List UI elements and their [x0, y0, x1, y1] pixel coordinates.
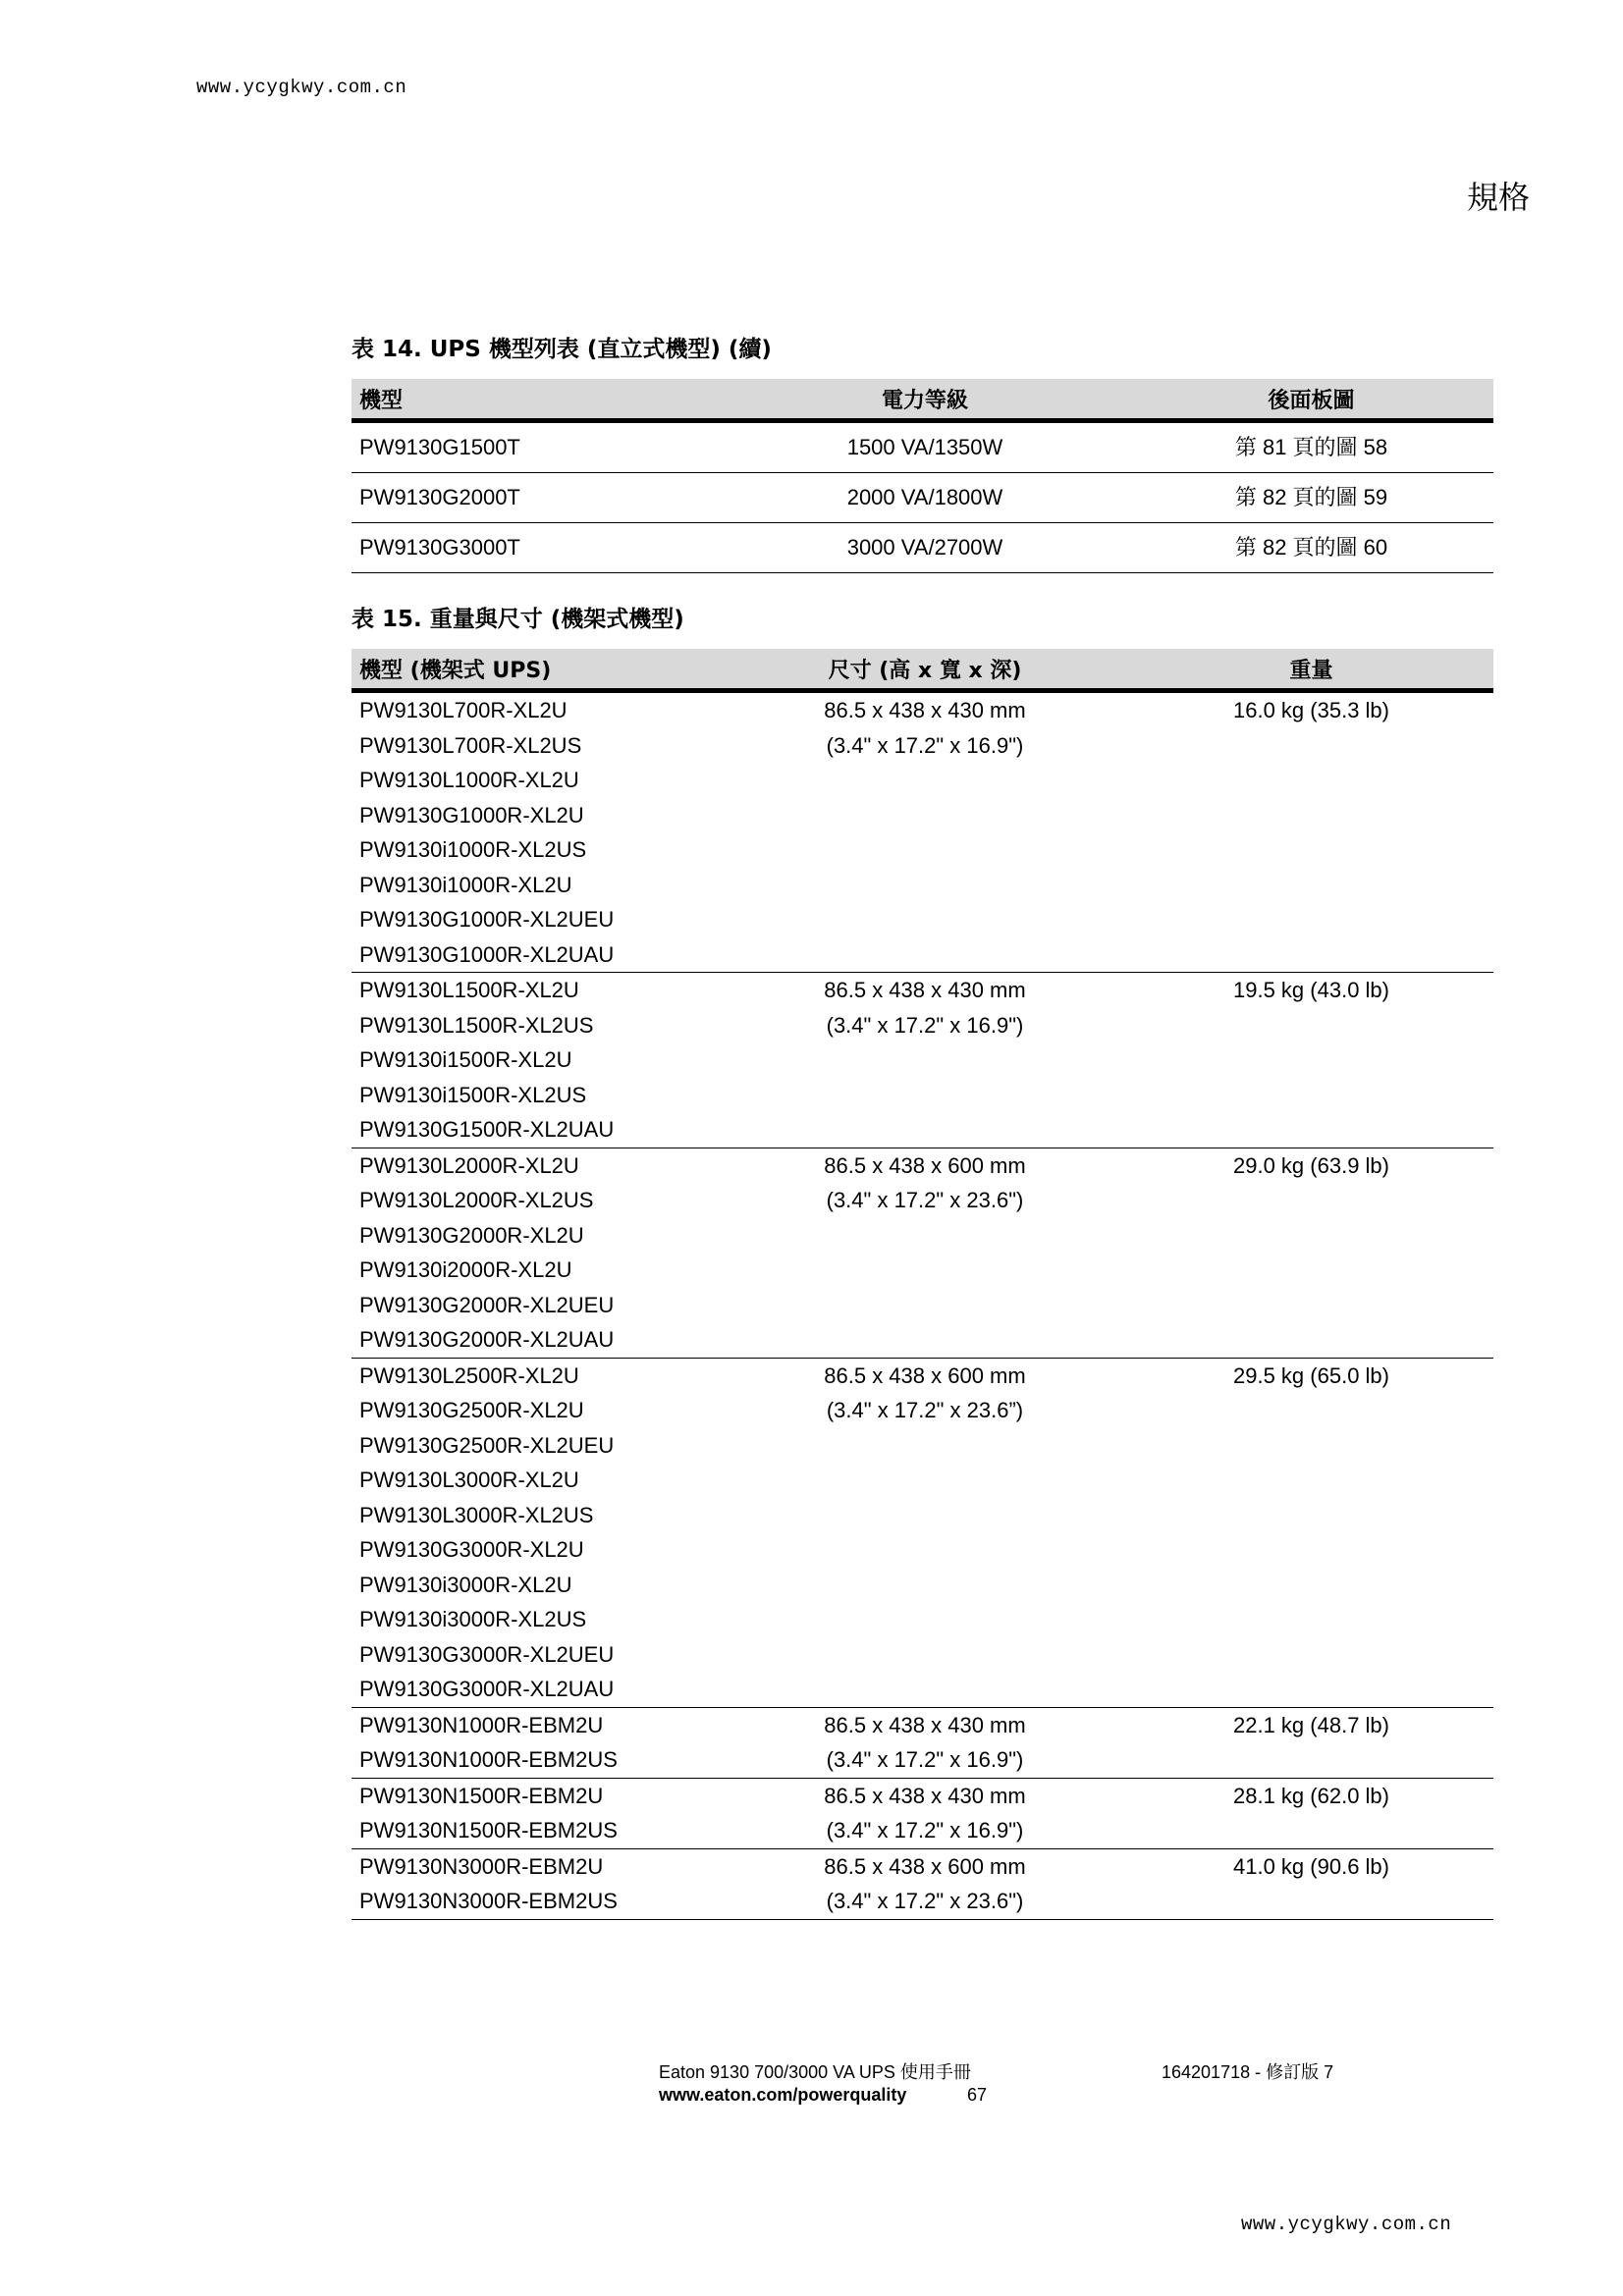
header-weight: 重量	[1129, 649, 1493, 691]
dimensions-cell	[721, 1778, 1129, 1848]
footer-url: www.eaton.com/powerquality	[659, 2085, 907, 2105]
model-name: PW9130G1000R-XL2UEU	[359, 907, 615, 932]
table-14	[352, 379, 1493, 573]
header-power-rating: 電力等級	[721, 379, 1129, 421]
models-cell	[352, 973, 721, 1148]
power-cell: 3000 VA/2700W	[721, 523, 1129, 573]
model-name: PW9130G1000R-XL2UAU	[359, 941, 615, 967]
weight-value: 41.0 kg (90.6 lb)	[1233, 1853, 1389, 1879]
dimension-line: (3.4" x 17.2" x 23.6")	[826, 1188, 1024, 1212]
table-row	[352, 1148, 1493, 1358]
table-row	[352, 1358, 1493, 1707]
model-name: PW9130G2500R-XL2U	[359, 1398, 584, 1422]
model-name: PW9130L1000R-XL2U	[359, 768, 579, 792]
dimension-line: (3.4" x 17.2" x 23.6”)	[826, 1398, 1024, 1422]
figure-ref-cell: 第 82 頁的圖 59	[1129, 473, 1493, 523]
models-cell	[352, 1148, 721, 1358]
model-name: PW9130L1500R-XL2U	[359, 978, 579, 1002]
power-cell: 1500 VA/1350W	[721, 421, 1129, 473]
model-name: PW9130G2000R-XL2UAU	[359, 1327, 615, 1352]
watermark-top: www.ycygkwy.com.cn	[196, 77, 407, 98]
model-name: PW9130G3000R-XL2U	[359, 1537, 584, 1562]
model-name: PW9130L3000R-XL2U	[359, 1468, 579, 1492]
dimension-line: 86.5 x 438 x 430 mm	[824, 698, 1026, 722]
header-dimensions: 尺寸 (高 x 寬 x 深)	[721, 649, 1129, 691]
dimensions-cell	[721, 1848, 1129, 1919]
watermark-bottom: www.ycygkwy.com.cn	[1241, 2214, 1452, 2235]
figure-ref-cell: 第 82 頁的圖 60	[1129, 523, 1493, 573]
dimension-line: 86.5 x 438 x 430 mm	[824, 1783, 1026, 1808]
dimension-line: 86.5 x 438 x 430 mm	[824, 1712, 1026, 1737]
models-cell	[352, 1707, 721, 1778]
table-14-caption: 表 14. UPS 機型列表 (直立式機型) (續)	[352, 337, 772, 362]
footer-manual-title: Eaton 9130 700/3000 VA UPS 使用手冊	[659, 2062, 971, 2082]
header-model: 機型	[352, 379, 721, 421]
dimension-line: (3.4" x 17.2" x 16.9")	[826, 1818, 1024, 1842]
section-title: 規格	[1466, 179, 1530, 216]
power-cell: 2000 VA/1800W	[721, 473, 1129, 523]
weight-cell	[1129, 1707, 1493, 1778]
model-name: PW9130L3000R-XL2US	[359, 1502, 594, 1527]
table-row	[352, 473, 1493, 523]
dimensions-cell	[721, 1358, 1129, 1707]
model-name: PW9130L2000R-XL2US	[359, 1188, 594, 1212]
table-row	[352, 523, 1493, 573]
model-name: PW9130i2000R-XL2U	[359, 1257, 572, 1282]
table-row	[352, 973, 1493, 1148]
weight-cell	[1129, 691, 1493, 973]
model-name: PW9130i3000R-XL2US	[359, 1607, 587, 1631]
model-name: PW9130i3000R-XL2U	[359, 1572, 572, 1597]
model-name: PW9130N1000R-EBM2U	[359, 1712, 604, 1737]
model-cell: PW9130G3000T	[352, 523, 721, 573]
model-name: PW9130L700R-XL2U	[359, 698, 568, 722]
table-row	[352, 1707, 1493, 1778]
model-name: PW9130i1000R-XL2US	[359, 837, 587, 862]
weight-value: 19.5 kg (43.0 lb)	[1233, 978, 1389, 1002]
table-row	[352, 1848, 1493, 1919]
model-name: PW9130N1500R-EBM2U	[359, 1783, 604, 1808]
dimension-line: (3.4" x 17.2" x 16.9")	[826, 1747, 1024, 1772]
weight-cell	[1129, 973, 1493, 1148]
table-header-row	[352, 649, 1493, 691]
models-cell	[352, 1358, 721, 1707]
model-name: PW9130i1500R-XL2US	[359, 1082, 587, 1107]
table-row	[352, 691, 1493, 973]
model-name: PW9130L2000R-XL2U	[359, 1152, 579, 1178]
table-15-caption: 表 15. 重量與尺寸 (機架式機型)	[352, 607, 684, 632]
models-cell	[352, 1848, 721, 1919]
dimensions-cell	[721, 691, 1129, 973]
weight-value: 29.5 kg (65.0 lb)	[1233, 1362, 1389, 1388]
model-name: PW9130G3000R-XL2UAU	[359, 1677, 615, 1701]
dimension-line: 86.5 x 438 x 600 mm	[824, 1152, 1026, 1178]
model-name: PW9130L1500R-XL2US	[359, 1012, 594, 1038]
models-cell	[352, 1778, 721, 1848]
model-name: PW9130G3000R-XL2UEU	[359, 1641, 615, 1667]
model-name: PW9130L700R-XL2US	[359, 732, 582, 758]
header-rack-model: 機型 (機架式 UPS)	[352, 649, 721, 691]
model-name: PW9130N1500R-EBM2US	[359, 1818, 618, 1842]
weight-value: 28.1 kg (62.0 lb)	[1233, 1783, 1389, 1808]
dimension-line: 86.5 x 438 x 600 mm	[824, 1362, 1026, 1388]
dimension-line: 86.5 x 438 x 430 mm	[824, 978, 1026, 1002]
weight-cell	[1129, 1778, 1493, 1848]
dimensions-cell	[721, 1707, 1129, 1778]
figure-ref-cell: 第 81 頁的圖 58	[1129, 421, 1493, 473]
model-name: PW9130G1000R-XL2U	[359, 802, 584, 828]
footer-doc-number: 164201718 - 修訂版 7	[1162, 2062, 1334, 2082]
model-name: PW9130i1000R-XL2U	[359, 872, 572, 897]
table-header-row	[352, 379, 1493, 421]
weight-value: 29.0 kg (63.9 lb)	[1233, 1152, 1389, 1178]
table-15-body	[352, 691, 1493, 1920]
dimensions-cell	[721, 973, 1129, 1148]
weight-cell	[1129, 1358, 1493, 1707]
model-name: PW9130N3000R-EBM2U	[359, 1853, 604, 1879]
table-row	[352, 1778, 1493, 1848]
weight-cell	[1129, 1148, 1493, 1358]
weight-value: 22.1 kg (48.7 lb)	[1233, 1712, 1389, 1737]
dimension-line: (3.4" x 17.2" x 23.6")	[826, 1889, 1024, 1913]
table-15	[352, 649, 1493, 1920]
footer-page-number: 67	[967, 2085, 988, 2105]
model-name: PW9130G2000R-XL2UEU	[359, 1292, 615, 1317]
dimension-line: (3.4" x 17.2" x 16.9")	[826, 732, 1024, 758]
model-name: PW9130G2500R-XL2UEU	[359, 1432, 615, 1458]
dimension-line: 86.5 x 438 x 600 mm	[824, 1853, 1026, 1879]
model-name: PW9130N3000R-EBM2US	[359, 1889, 618, 1913]
dimension-line: (3.4" x 17.2" x 16.9")	[826, 1012, 1024, 1038]
model-name: PW9130G2000R-XL2U	[359, 1222, 584, 1248]
model-cell: PW9130G2000T	[352, 473, 721, 523]
weight-value: 16.0 kg (35.3 lb)	[1233, 698, 1389, 722]
model-name: PW9130i1500R-XL2U	[359, 1047, 572, 1072]
model-name: PW9130G1500R-XL2UAU	[359, 1117, 615, 1142]
model-cell: PW9130G1500T	[352, 421, 721, 473]
model-name: PW9130L2500R-XL2U	[359, 1362, 579, 1388]
weight-cell	[1129, 1848, 1493, 1919]
models-cell	[352, 691, 721, 973]
header-rear-panel: 後面板圖	[1129, 379, 1493, 421]
table-row	[352, 421, 1493, 473]
dimensions-cell	[721, 1148, 1129, 1358]
model-name: PW9130N1000R-EBM2US	[359, 1747, 618, 1772]
